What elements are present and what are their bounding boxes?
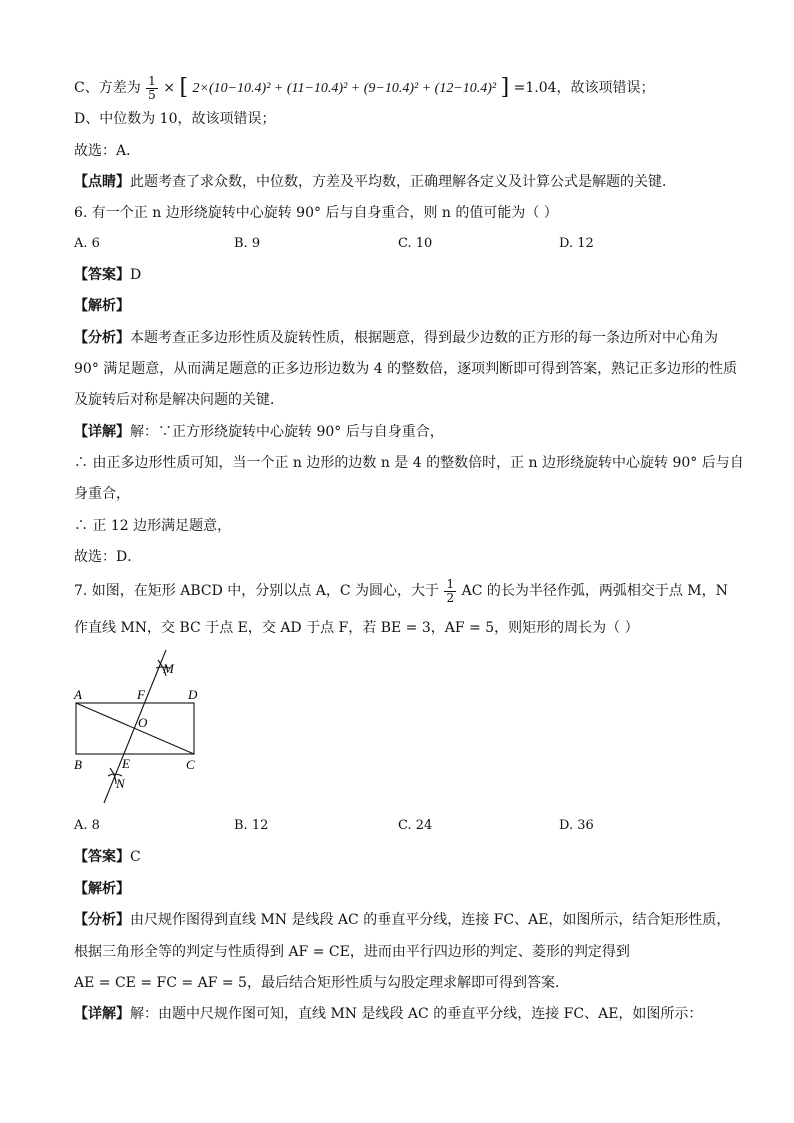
fenxi-text: 本题考查正多边形性质及旋转性质，根据题意，得到最少边数的正方形的每一条边所对中心角为 bbox=[130, 330, 718, 346]
q6-fenxi-3: 及旋转后对称是解决问题的关键． bbox=[74, 392, 284, 408]
left-bracket: [ bbox=[179, 75, 189, 100]
label-m: M bbox=[163, 661, 174, 676]
answer-tag: 【答案】 bbox=[74, 849, 130, 865]
q6-fenxi-2: 90° 满足题意，从而满足题意的正多边形边数为 4 的整数倍，逐项判断即可得到答案，熟记正多边形的性质 bbox=[74, 361, 738, 377]
label-c: C bbox=[186, 757, 195, 772]
q6-option-d: D. 12 bbox=[559, 236, 594, 251]
line-mn bbox=[104, 650, 166, 803]
label-n: N bbox=[116, 776, 125, 791]
fenxi-tag: 【分析】 bbox=[74, 330, 130, 346]
q7-stem-2: 作直线 MN，交 BC 于点 E，交 AD 于点 F，若 BE = 3，AF = 5，则矩形的周长为（ ） bbox=[74, 620, 639, 636]
q6-detail-3: 身重合， bbox=[74, 486, 130, 502]
label-a: A bbox=[74, 687, 82, 702]
fraction-denominator: 5 bbox=[148, 87, 156, 102]
q7-option-a: A. 8 bbox=[74, 818, 100, 833]
q7-fenxi-1 bbox=[74, 911, 730, 929]
detail-text: 解：由题中尺规作图可知，直线 MN 是线段 AC 的垂直平分线，连接 FC、AE，如图所示： bbox=[130, 1006, 703, 1022]
label-d: D bbox=[188, 687, 198, 702]
answer-tag: 【答案】 bbox=[74, 267, 130, 283]
q7-answer bbox=[74, 848, 141, 866]
fenxi-text: 由尺规作图得到直线 MN 是线段 AC 的垂直平分线，连接 FC、AE，如图所示，结合矩形性质， bbox=[130, 912, 731, 928]
label-f: F bbox=[137, 687, 145, 702]
q5-choice: 故选：A． bbox=[74, 143, 141, 159]
label-o: O bbox=[138, 715, 148, 730]
q7-option-b: B. 12 bbox=[234, 818, 269, 833]
q7-stem-part-a: 7. 如图，在矩形 ABCD 中，分别以点 A，C 为圆心，大于 bbox=[74, 583, 440, 599]
fenxi-tag: 【分析】 bbox=[74, 912, 130, 928]
label-b: B bbox=[74, 757, 82, 772]
c-prefix: C、方差为 bbox=[74, 80, 141, 96]
answer-value: C bbox=[130, 849, 141, 865]
detail-tag: 【详解】 bbox=[74, 1006, 130, 1022]
fraction-numerator: 1 bbox=[148, 73, 156, 88]
q7-detail-1 bbox=[74, 1005, 702, 1023]
fraction-numerator: 1 bbox=[446, 576, 455, 591]
comment-text: 此题考查了求众数，中位数，方差及平均数，正确理解各定义及计算公式是解题的关键． bbox=[130, 174, 676, 190]
q6-option-a: A. 6 bbox=[74, 236, 100, 251]
q6-stem: 6. 有一个正 n 边形绕旋转中心旋转 90° 后与自身重合，则 n 的值可能为（ ） bbox=[74, 205, 558, 221]
label-e: E bbox=[122, 756, 130, 771]
q6-choice: 故选：D． bbox=[74, 549, 142, 565]
comment-tag: 【点睛】 bbox=[74, 174, 130, 190]
q7-fenxi-2: 根据三角形全等的判定与性质得到 AF = CE，进而由平行四边形的判定、菱形的判定得到 bbox=[74, 944, 630, 960]
q7-fenxi-3: AE = CE = FC = AF = 5，最后结合矩形性质与勾股定理求解即可得到答案． bbox=[74, 975, 569, 991]
q6-option-b: B. 9 bbox=[234, 236, 261, 251]
q7-option-c: C. 24 bbox=[398, 818, 433, 833]
q6-detail-2: ∴ 由正多边形性质可知，当一个正 n 边形的边数 n 是 4 的整数倍时，正 n 边形绕旋转中心旋转 90° 后与自 bbox=[74, 455, 744, 471]
q7-stem-part-b: AC 的长为半径作弧，两弧相交于点 M，N bbox=[461, 583, 728, 599]
q7-option-d: D. 36 bbox=[559, 818, 594, 833]
times-sign: × bbox=[163, 80, 175, 96]
q6-detail-4: ∴ 正 12 边形满足题意， bbox=[74, 518, 232, 534]
detail-tag: 【详解】 bbox=[74, 424, 130, 440]
c-suffix: =1.04，故该项错误； bbox=[513, 80, 655, 96]
answer-value: D bbox=[130, 267, 142, 283]
q6-analysis-tag: 【解析】 bbox=[74, 298, 130, 314]
right-bracket: ] bbox=[500, 75, 510, 100]
option-d-median-line: D、中位数为 10，故该项错误； bbox=[74, 111, 276, 127]
q7-analysis-tag: 【解析】 bbox=[74, 881, 130, 897]
fraction-denominator: 2 bbox=[446, 590, 455, 605]
diagonal-ac bbox=[76, 703, 194, 754]
q6-option-c: C. 10 bbox=[398, 236, 433, 251]
detail-text: 解：∵正方形绕旋转中心旋转 90° 后与自身重合， bbox=[130, 424, 444, 440]
variance-expression: 2×(10−10.4)² + (11−10.4)² + (9−10.4)² + (12−10.4)² bbox=[192, 81, 497, 96]
